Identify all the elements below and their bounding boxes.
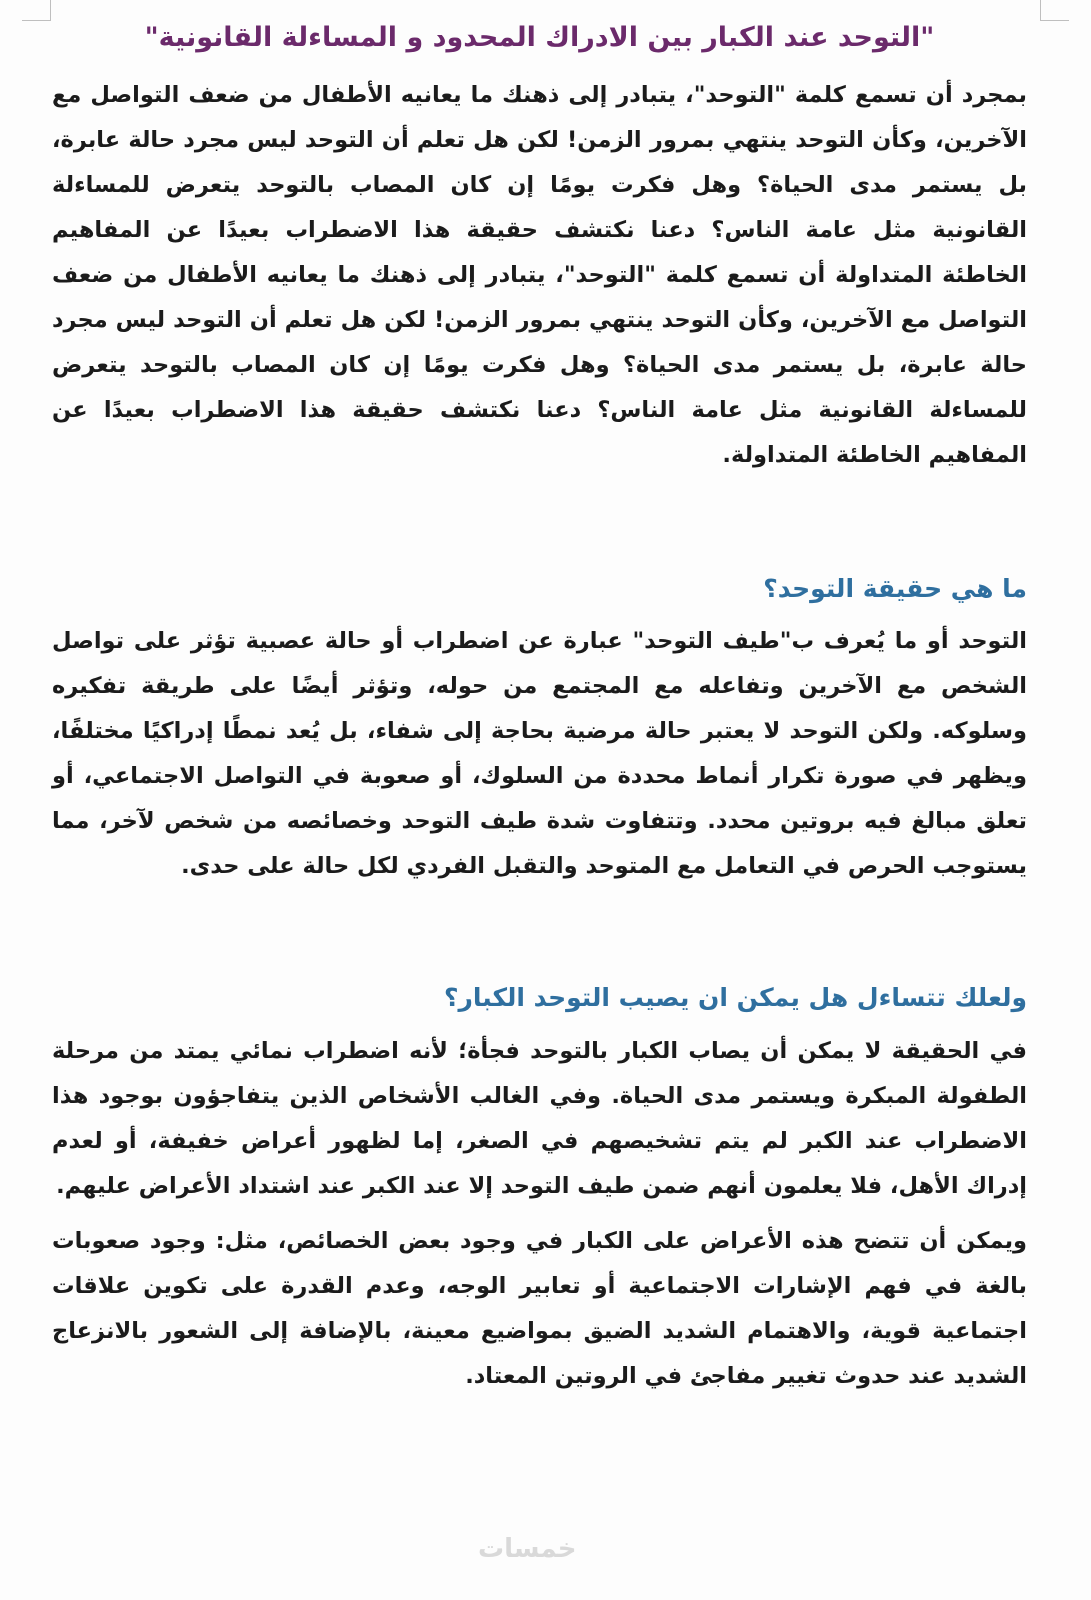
section-heading-adults: ولعلك تتساءل هل يمكن ان يصيب التوحد الكبار؟: [443, 983, 1027, 1012]
crop-mark-right: [1040, 0, 1069, 21]
section-heading-what-is-autism: ما هي حقيقة التوحد؟: [763, 573, 1027, 603]
document-content: [52, 18, 1027, 1399]
section-paragraph-adults-1: في الحقيقة لا يمكن أن يصاب الكبار بالتوحد فجأة؛ لأنه اضطراب نمائي يمتد من مرحلة الطفولة المبكرة ويستمر مدى الحياة. وفي الغالب الأشخاص الذين يتفاجؤون بوجود هذا الاضطراب عند الكبر لم يتم تشخيصهم في الصغر، إما لظهور أعراض خفيفة، أو لعدم إدراك الأهل، فلا يعلمون أنهم ضمن طيف التوحد إلا عند الكبر عند اشتداد الأعراض عليهم.: [52, 1037, 1027, 1199]
watermark-logo: خمسات: [478, 1534, 577, 1564]
section-paragraph-what-is-autism: التوحد أو ما يُعرف ب"طيف التوحد" عبارة عن اضطراب أو حالة عصبية تؤثر على تواصل الشخص مع الآخرين وتفاعله مع المجتمع من حوله، وتؤثر أيضًا على طريقة تفكيره وسلوكه. ولكن التوحد لا يعتبر حالة مرضية بحاجة إلى شفاء، بل يُعد نمطًا إدراكيًا مختلفًا، ويظهر في صورة تكرار أنماط محددة من السلوك، أو صعوبة في التواصل الاجتماعي، أو تعلق مبالغ فيه بروتين محدد. وتتفاوت شدة طيف التوحد وخصائصه من شخص لآخر، مما يستوجب الحرص في التعامل مع المتوحد والتقبل الفردي لكل حالة على حدى.: [52, 628, 1027, 879]
document-title: "التوحد عند الكبار بين الادراك المحدود و المساءلة القانونية": [144, 22, 935, 53]
crop-mark-left: [22, 0, 51, 21]
intro-paragraph: بمجرد أن تسمع كلمة "التوحد"، يتبادر إلى ذهنك ما يعانيه الأطفال من ضعف التواصل مع الآخرين، وكأن التوحد ينتهي بمرور الزمن! لكن هل تعلم أن التوحد ليس مجرد حالة عابرة، بل يستمر مدى الحياة؟ وهل فكرت يومًا إن كان المصاب بالتوحد يتعرض للمساءلة القانونية مثل عامة الناس؟ دعنا نكتشف حقيقة هذا الاضطراب بعيدًا عن المفاهيم الخاطئة المتداولة أن تسمع كلمة "التوحد"، يتبادر إلى ذهنك ما يعانيه الأطفال من ضعف التواصل مع الآخرين، وكأن التوحد ينتهي بمرور الزمن! لكن هل تعلم أن التوحد ليس مجرد حالة عابرة، بل يستمر مدى الحياة؟ وهل فكرت يومًا إن كان المصاب بالتوحد يتعرض للمساءلة القانونية مثل عامة الناس؟ دعنا نكتشف حقيقة هذا الاضطراب بعيدًا عن المفاهيم الخاطئة المتداولة.: [52, 81, 1027, 468]
section-paragraph-adults-2: ويمكن أن تتضح هذه الأعراض على الكبار في وجود بعض الخصائص، مثل: وجود صعوبات بالغة في فهم الإشارات الاجتماعية أو تعابير الوجه، وعدم القدرة على تكوين علاقات اجتماعية قوية، والاهتمام الشديد الضيق بمواضيع معينة، بالإضافة إلى الشعور بالانزعاج الشديد عند حدوث تغيير مفاجئ في الروتين المعتاد.: [52, 1227, 1027, 1389]
